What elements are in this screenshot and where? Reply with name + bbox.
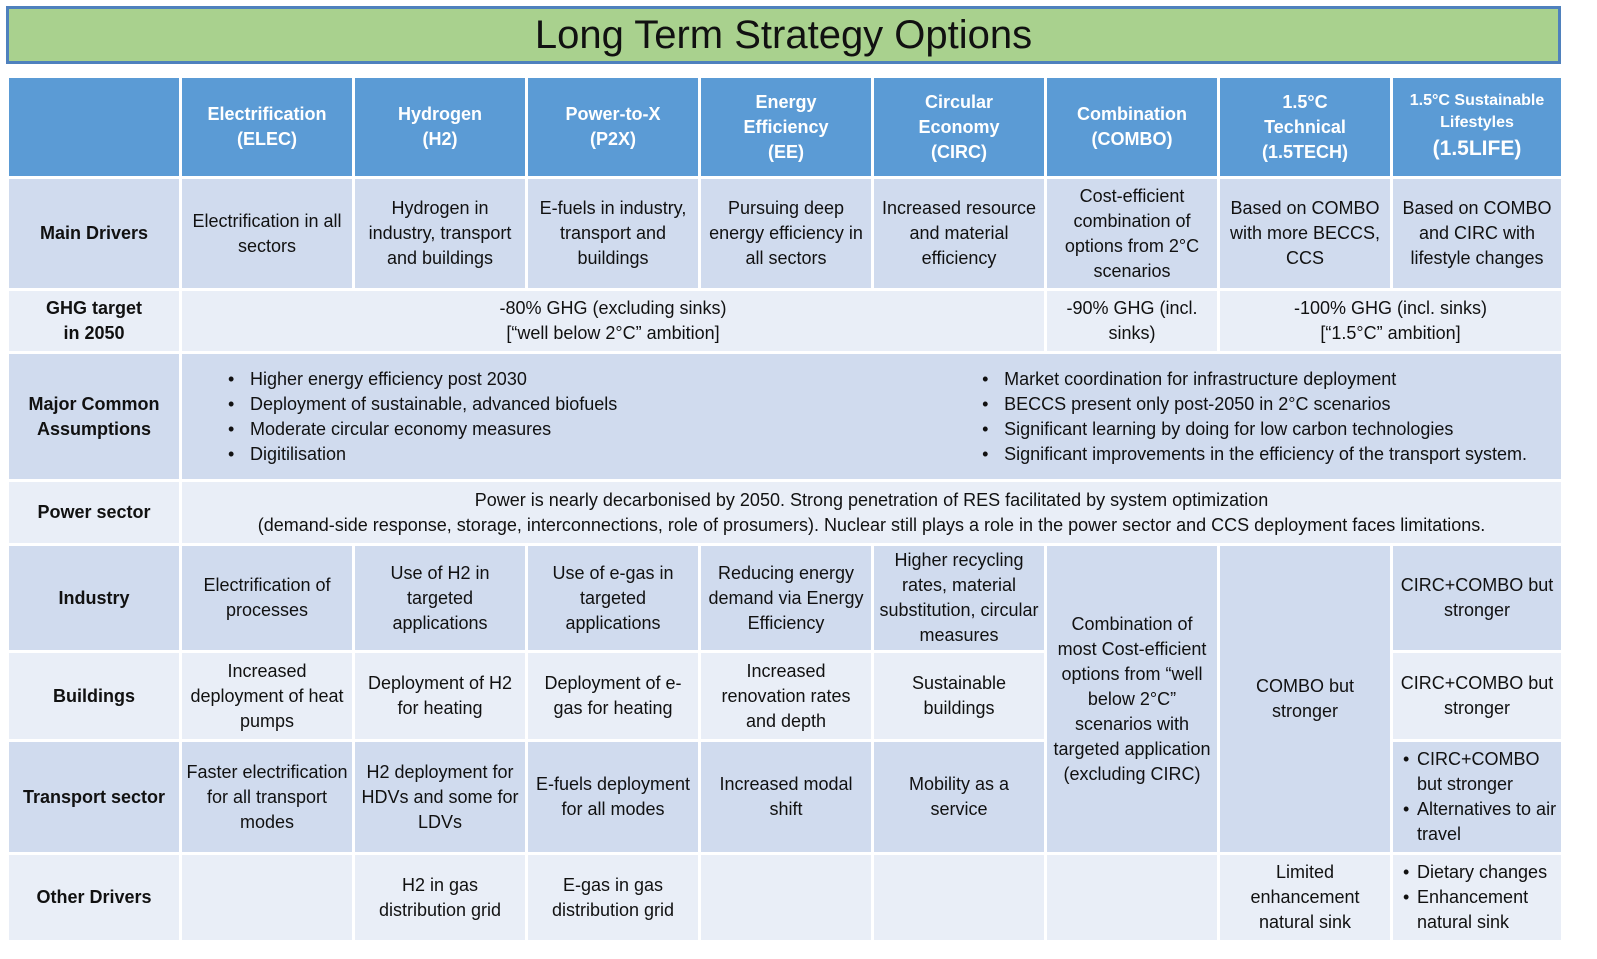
cell-power: Power is nearly decarbonised by 2050. Strong penetration of RES facilitated by system optimization (demand-side response, storage, interconnections, role of prosumers). Nuclear still plays a role in the power sector and CCS deployment faces limitations. — [181, 481, 1563, 545]
cell-main-elec: Electrification in all sectors — [181, 178, 354, 290]
list-item: • Higher energy efficiency post 2030 — [228, 367, 617, 392]
corner-cell — [8, 77, 181, 178]
col-header-circ: Circular Economy (CIRC) — [873, 77, 1046, 178]
row-label-power: Power sector — [8, 481, 181, 545]
cell-ghg-90: -90% GHG (incl. sinks) — [1046, 290, 1219, 353]
cell-ghg-100: -100% GHG (incl. sinks) [“1.5°C” ambition] — [1219, 290, 1563, 353]
col-header-p2x: Power-to-X (P2X) — [527, 77, 700, 178]
transport-life-list — [1397, 747, 1557, 847]
cell-ind-h2: Use of H2 in targeted applications — [354, 545, 527, 652]
header-row — [8, 77, 1563, 178]
cell-ind-1-5life: CIRC+COMBO but stronger — [1392, 545, 1563, 652]
list-item: • BECCS present only post-2050 in 2°C scenarios — [982, 392, 1527, 417]
cell-tr-h2: H2 deployment for HDVs and some for LDVs — [354, 741, 527, 854]
cell-ind-p2x: Use of e-gas in targeted applications — [527, 545, 700, 652]
cell-oth-1-5tech: Limited enhancement natural sink — [1219, 854, 1392, 942]
list-item: • Significant improvements in the efficiency of the transport system. — [982, 442, 1527, 467]
col-header-h2: Hydrogen (H2) — [354, 77, 527, 178]
cell-oth-circ — [873, 854, 1046, 942]
cell-oth-p2x: E-gas in gas distribution grid — [527, 854, 700, 942]
cell-oth-combo — [1046, 854, 1219, 942]
assumptions-left-list — [206, 367, 617, 467]
col-header-1-5life: 1.5°C Sustainable Lifestyles (1.5LIFE) — [1392, 77, 1563, 178]
row-main-drivers — [8, 178, 1563, 290]
other-life-list — [1397, 860, 1557, 935]
cell-main-combo: Cost-efficient combination of options from 2°C scenarios — [1046, 178, 1219, 290]
cell-tr-p2x: E-fuels deployment for all modes — [527, 741, 700, 854]
col-header-elec: Electrification (ELEC) — [181, 77, 354, 178]
row-label-main-drivers: Main Drivers — [8, 178, 181, 290]
cell-bld-elec: Increased deployment of heat pumps — [181, 652, 354, 741]
cell-main-1-5tech: Based on COMBO with more BECCS, CCS — [1219, 178, 1392, 290]
row-label-assumptions: Major Common Assumptions — [8, 353, 181, 481]
cell-tr-circ: Mobility as a service — [873, 741, 1046, 854]
cell-bld-ee: Increased renovation rates and depth — [700, 652, 873, 741]
list-item: • Alternatives to air travel — [1403, 797, 1557, 847]
list-item: • Deployment of sustainable, advanced biofuels — [228, 392, 617, 417]
row-label-transport: Transport sector — [8, 741, 181, 854]
list-item: • Enhancement natural sink — [1403, 885, 1557, 935]
cell-ghg-80: -80% GHG (excluding sinks) [“well below 2°C” ambition] — [181, 290, 1046, 353]
row-ghg — [8, 290, 1563, 353]
col-header-1-5tech: 1.5°C Technical (1.5TECH) — [1219, 77, 1392, 178]
cell-bld-circ: Sustainable buildings — [873, 652, 1046, 741]
cell-combo-merged: Combination of most Cost-efficient options from “well below 2°C” scenarios with targeted application (excluding CIRC) — [1046, 545, 1219, 854]
title-bar — [6, 6, 1561, 64]
cell-ind-elec: Electrification of processes — [181, 545, 354, 652]
list-item: • Dietary changes — [1403, 860, 1557, 885]
cell-bld-p2x: Deployment of e-gas for heating — [527, 652, 700, 741]
cell-tr-elec: Faster electrification for all transport modes — [181, 741, 354, 854]
row-label-ghg: GHG target in 2050 — [8, 290, 181, 353]
cell-bld-1-5life: CIRC+COMBO but stronger — [1392, 652, 1563, 741]
cell-oth-1-5life — [1392, 854, 1563, 942]
cell-main-h2: Hydrogen in industry, transport and buildings — [354, 178, 527, 290]
cell-main-1-5life: Based on COMBO and CIRC with lifestyle changes — [1392, 178, 1563, 290]
cell-tr-ee: Increased modal shift — [700, 741, 873, 854]
col-header-ee: Energy Efficiency (EE) — [700, 77, 873, 178]
list-item: • CIRC+COMBO but stronger — [1403, 747, 1557, 797]
list-item: • Digitilisation — [228, 442, 617, 467]
cell-main-ee: Pursuing deep energy efficiency in all sectors — [700, 178, 873, 290]
cell-main-circ: Increased resource and material efficiency — [873, 178, 1046, 290]
list-item: • Significant learning by doing for low carbon technologies — [982, 417, 1527, 442]
strategy-table — [6, 75, 1564, 943]
page-title: Long Term Strategy Options — [534, 12, 1033, 57]
list-item: • Market coordination for infrastructure deployment — [982, 367, 1527, 392]
row-other — [8, 854, 1563, 942]
row-industry — [8, 545, 1563, 652]
cell-ind-circ: Higher recycling rates, material substitution, circular measures — [873, 545, 1046, 652]
assumptions-right-list — [960, 367, 1527, 467]
cell-assumptions — [181, 353, 1563, 481]
row-power — [8, 481, 1563, 545]
row-label-other: Other Drivers — [8, 854, 181, 942]
cell-tech-merged: COMBO but stronger — [1219, 545, 1392, 854]
cell-ind-ee: Reducing energy demand via Energy Efficiency — [700, 545, 873, 652]
row-label-buildings: Buildings — [8, 652, 181, 741]
cell-oth-h2: H2 in gas distribution grid — [354, 854, 527, 942]
cell-oth-ee — [700, 854, 873, 942]
cell-main-p2x: E-fuels in industry, transport and buildings — [527, 178, 700, 290]
cell-bld-h2: Deployment of H2 for heating — [354, 652, 527, 741]
cell-tr-1-5life — [1392, 741, 1563, 854]
cell-oth-elec — [181, 854, 354, 942]
row-label-industry: Industry — [8, 545, 181, 652]
col-header-combo: Combination (COMBO) — [1046, 77, 1219, 178]
list-item: • Moderate circular economy measures — [228, 417, 617, 442]
row-assumptions — [8, 353, 1563, 481]
